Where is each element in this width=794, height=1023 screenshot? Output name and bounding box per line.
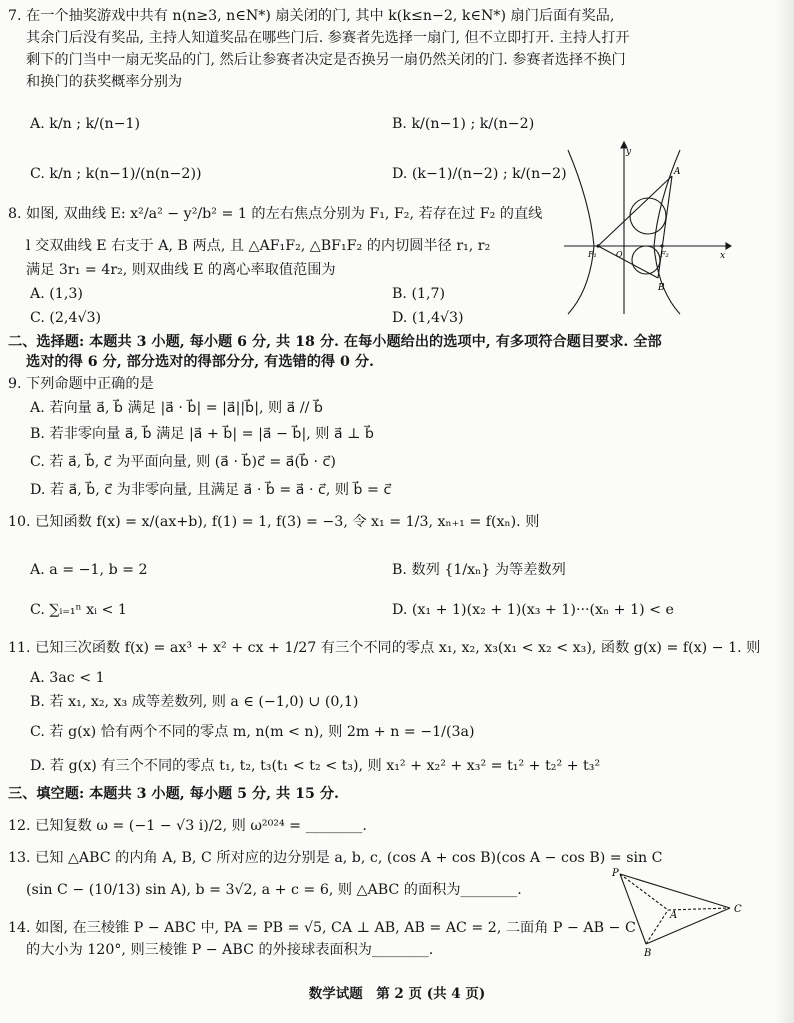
incircle-AF1F2	[630, 198, 666, 234]
q10-option-b: B. 数列 {1/xₙ} 为等差数列	[392, 562, 566, 578]
fig-label-C: C	[734, 904, 742, 915]
section-2-line-2: 选对的得 6 分, 部分选对的得部分分, 有选错的得 0 分.	[26, 354, 374, 370]
q9-option-d: D. 若 a⃗, b⃗, c⃗ 为非零向量, 且满足 a⃗ · b⃗ = a⃗ · c⃗, 则 b⃗ = c⃗	[30, 482, 392, 498]
segment-F1-A	[598, 176, 672, 246]
section-2-line-1: 二、选择题: 本题共 3 小题, 每小题 6 分, 共 18 分. 在每小题给出的选项中, 有多项符合题目要求. 全部	[8, 334, 662, 350]
q13-line-1: 13. 已知 △ABC 的内角 A, B, C 所对应的边分别是 a, b, c, (cos A + cos B)(cos A − cos B) = sin C	[8, 850, 663, 866]
q8-line-2: l 交双曲线 E 右支于 A, B 两点, 且 △AF₁F₂, △BF₁F₂ 的内切圆半径 r₁, r₂	[26, 238, 491, 254]
q11-option-d: D. 若 g(x) 有三个不同的零点 t₁, t₂, t₃(t₁ < t₂ < t₃), 则 x₁² + x₂² + x₃² = t₁² + t₂² + t₃²	[30, 758, 601, 774]
q8-line-1: 8. 如图, 双曲线 E: x²/a² − y²/b² = 1 的左右焦点分别为 F₁, F₂, 若存在过 F₂ 的直线	[8, 206, 543, 222]
q7-option-b: B. k/(n−1) ; k/(n−2)	[392, 116, 535, 132]
fig-label-x: x	[720, 251, 726, 261]
focus-F1-point	[596, 244, 599, 247]
q11-stem: 11. 已知三次函数 f(x) = ax³ + x² + cx + 1/27 有三个不同的零点 x₁, x₂, x₃(x₁ < x₂ < x₃), 函数 g(x) = f(x) − 1. 则	[8, 640, 761, 656]
q9-option-a: A. 若向量 a⃗, b⃗ 满足 |a⃗ · b⃗| = |a⃗||b⃗|, 则 a⃗ // b⃗	[30, 400, 323, 416]
fig-label-B-pyramid: B	[644, 948, 652, 958]
q7-option-c: C. k/n ; k(n−1)/(n(n−2))	[30, 166, 202, 182]
fig-label-B: B	[658, 283, 665, 293]
q7-option-d: D. (k−1)/(n−2) ; k/(n−2)	[392, 166, 567, 182]
edge-BC	[646, 908, 730, 944]
fig-label-A: A	[674, 167, 681, 177]
q11-option-a: A. 3ac < 1	[30, 670, 105, 686]
hyperbola-left-branch	[568, 150, 594, 314]
q14-line-2: 的大小为 120°, 则三棱锥 P − ABC 的外接球表面积为________.	[26, 942, 434, 958]
q9-stem: 9. 下列命题中正确的是	[8, 376, 154, 392]
focus-F2-point	[660, 244, 663, 247]
edge-PB	[620, 874, 646, 944]
q10-option-a: A. a = −1, b = 2	[30, 562, 148, 578]
fig-label-y: y	[626, 147, 632, 157]
q9-option-b: B. 若非零向量 a⃗, b⃗ 满足 |a⃗ + b⃗| = |a⃗ − b⃗|, 则 a⃗ ⊥ b⃗	[30, 426, 375, 442]
q11-option-b: B. 若 x₁, x₂, x₃ 成等差数列, 则 a ∈ (−1,0) ∪ (0,1)	[30, 694, 359, 710]
q14-line-1: 14. 如图, 在三棱锥 P − ABC 中, PA = PB = √5, CA ⊥ AB, AB = AC = 2, 二面角 P − AB − C	[8, 920, 636, 936]
q12-line-1: 12. 已知复数 ω = (−1 − √3 i)/2, 则 ω²⁰²⁴ = ________.	[8, 818, 367, 834]
q8-option-d: D. (1,4√3)	[392, 310, 464, 326]
pyramid-figure	[612, 866, 752, 958]
q8-line-3: 满足 3r₁ = 4r₂, 则双曲线 E 的离心率取值范围为	[26, 262, 336, 278]
edge-PC	[620, 874, 730, 908]
q7-option-a: A. k/n ; k/(n−1)	[30, 116, 141, 132]
fig-label-F1: F₁	[588, 250, 597, 259]
fig-label-A-pyramid: A	[670, 910, 678, 921]
page-edge-shadow	[776, 0, 794, 1023]
fig-label-O: O	[616, 250, 623, 259]
q10-stem: 10. 已知函数 f(x) = x/(ax+b), f(1) = 1, f(3) = −3, 令 x₁ = 1/3, xₙ₊₁ = f(xₙ). 则	[8, 514, 540, 530]
section-3-line-1: 三、填空题: 本题共 3 小题, 每小题 5 分, 共 15 分.	[8, 786, 339, 802]
page-footer: 数学试题 第 2 页 (共 4 页)	[308, 986, 486, 1002]
q11-option-c: C. 若 g(x) 恰有两个不同的零点 m, n(m < n), 则 2m + n = −1/(3a)	[30, 724, 475, 740]
q9-option-c: C. 若 a⃗, b⃗, c⃗ 为平面向量, 则 (a⃗ · b⃗)c⃗ = a⃗(b⃗ · c⃗)	[30, 454, 336, 470]
q13-line-2: (sin C − (10/13) sin A), b = 3√2, a + c = 6, 则 △ABC 的面积为________.	[26, 882, 522, 898]
hyperbola-figure	[560, 140, 732, 316]
q8-option-c: C. (2,4√3)	[30, 310, 102, 326]
q7-line-2: 其余门后没有奖品, 主持人知道奖品在哪些门后. 参赛者先选择一扇门, 但不立即打开. 主持人打开	[26, 30, 630, 46]
q10-option-d: D. (x₁ + 1)(x₂ + 1)(x₃ + 1)···(xₙ + 1) < e	[392, 602, 674, 618]
q7-line-3: 剩下的门当中一扇无奖品的门, 然后让参赛者决定是否换另一扇仍然关闭的门. 参赛者选择不换门	[26, 52, 626, 68]
x-axis-arrow	[726, 243, 731, 249]
q7-line-1: 7. 在一个抽奖游戏中共有 n(n≥3, n∈N*) 扇关闭的门, 其中 k(k≤n−2, k∈N*) 扇门后面有奖品,	[8, 8, 615, 24]
q10-option-c: C. ∑ᵢ₌₁ⁿ xᵢ < 1	[30, 602, 127, 618]
fig-label-F2: F₂	[660, 250, 669, 259]
q8-option-a: A. (1,3)	[30, 286, 83, 302]
fig-label-P: P	[612, 868, 619, 879]
q8-option-b: B. (1,7)	[392, 286, 446, 302]
q7-line-4: 和换门的获奖概率分别为	[26, 74, 183, 90]
edge-AC-dashed	[668, 908, 730, 910]
